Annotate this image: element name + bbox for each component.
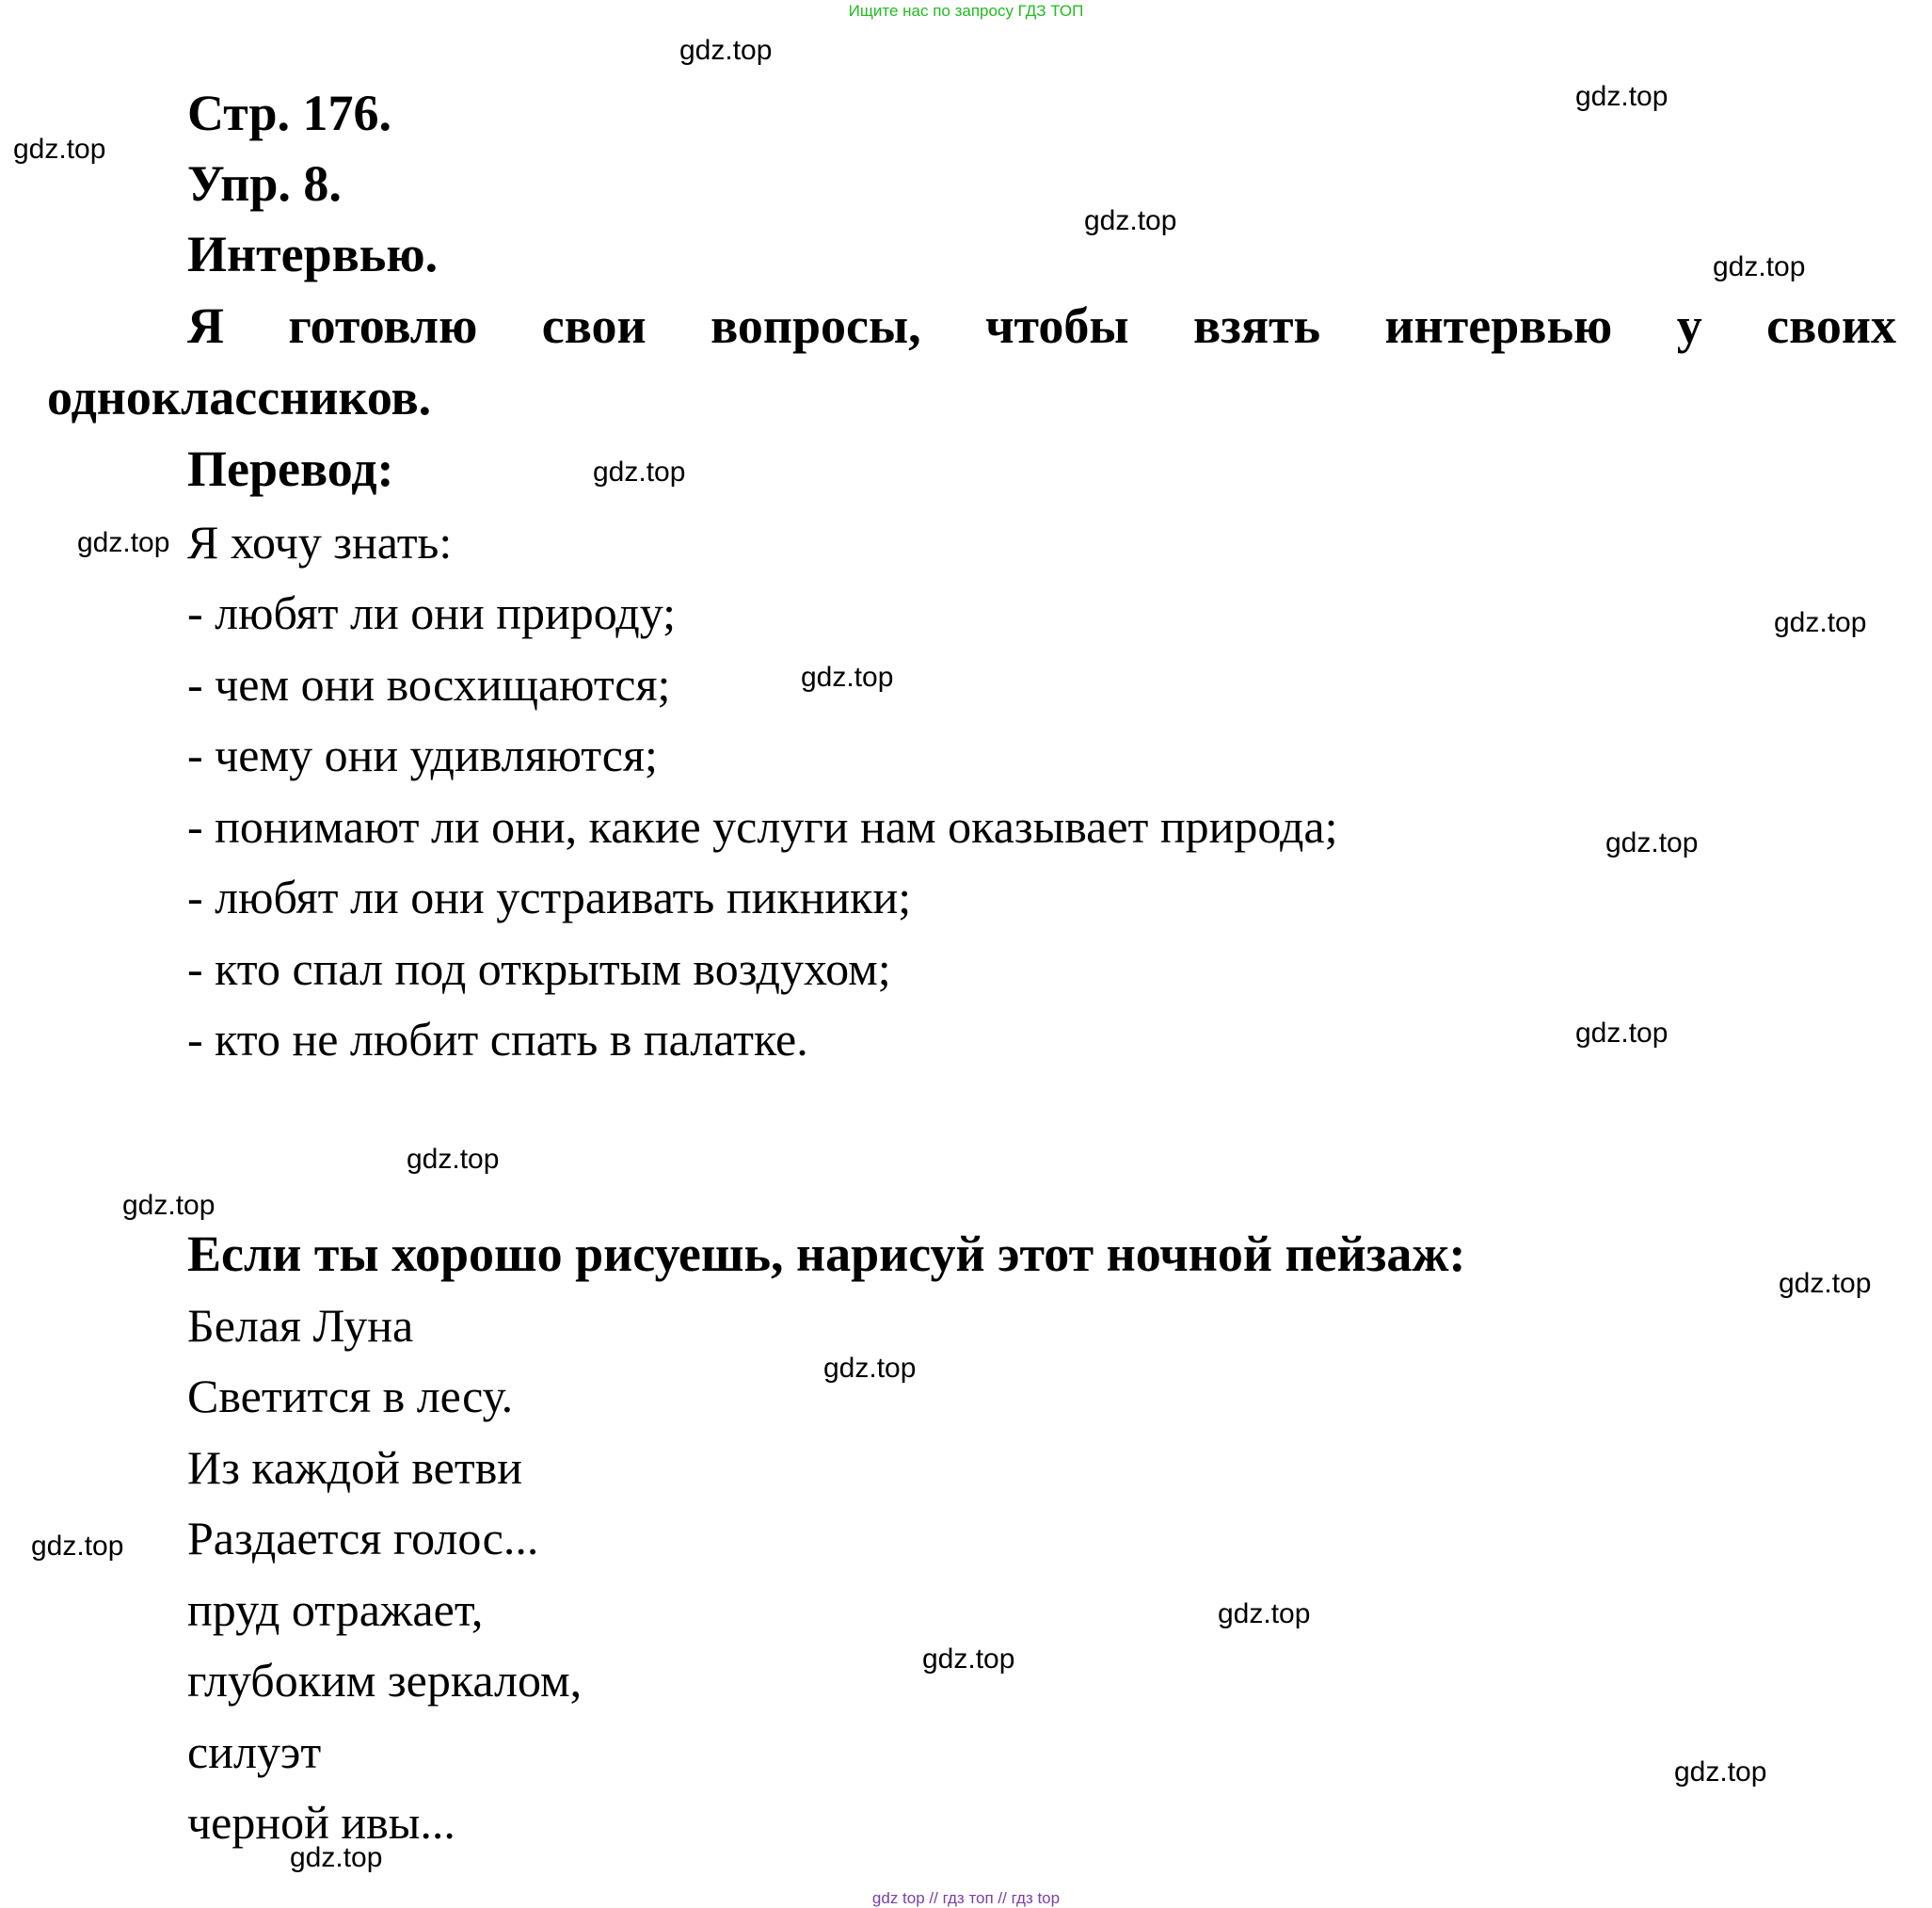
watermark: gdz.top: [922, 1643, 1015, 1675]
watermark: gdz.top: [1605, 827, 1699, 858]
watermark: gdz.top: [1575, 81, 1669, 112]
bottom-banner: gdz top // гдз топ // гдз top: [871, 1889, 1061, 1907]
poem-title: Если ты хорошо рисуешь, нарисуй этот ночной пейзаж:: [187, 1226, 1466, 1282]
watermark: gdz.top: [77, 527, 170, 558]
poem-line: Белая Луна: [187, 1299, 414, 1352]
question-item: - кто спал под открытым воздухом;: [187, 942, 891, 995]
exercise-number: Упр. 8.: [187, 155, 342, 212]
intro-line-2: одноклассников.: [47, 369, 432, 425]
watermark: gdz.top: [1084, 205, 1177, 236]
watermark: gdz.top: [1779, 1268, 1872, 1299]
watermark: gdz.top: [1713, 251, 1806, 282]
watermark: gdz.top: [1575, 1018, 1669, 1049]
watermark: gdz.top: [122, 1190, 216, 1221]
question-item: - чем они восхищаются;: [187, 658, 671, 711]
watermark: gdz.top: [290, 1842, 383, 1873]
question-item: - любят ли они устраивать пикники;: [187, 871, 912, 923]
translation-label: Перевод:: [187, 441, 394, 497]
watermark: gdz.top: [407, 1144, 500, 1175]
page-number: Стр. 176.: [187, 85, 392, 141]
watermark: gdz.top: [801, 662, 894, 693]
section-title: Интервью.: [187, 226, 439, 282]
watermark: gdz.top: [679, 35, 773, 66]
watermark: gdz.top: [593, 457, 686, 488]
watermark: gdz.top: [31, 1531, 124, 1562]
watermark: gdz.top: [823, 1353, 917, 1384]
top-banner: Ищите нас по запросу ГДЗ ТОП: [848, 2, 1084, 20]
poem-line: черной ивы...: [187, 1796, 455, 1849]
question-item: - кто не любит спать в палатке.: [187, 1013, 808, 1066]
poem-line: Раздается голос...: [187, 1512, 539, 1564]
watermark: gdz.top: [1774, 607, 1867, 638]
poem-line: Светится в лесу.: [187, 1370, 514, 1422]
watermark: gdz.top: [1218, 1598, 1311, 1629]
poem-line: силуэт: [187, 1725, 322, 1778]
question-intro: Я хочу знать:: [187, 516, 453, 569]
question-item: - любят ли они природу;: [187, 586, 676, 639]
poem-line: глубоким зеркалом,: [187, 1654, 583, 1707]
question-item: - чему они удивляются;: [187, 729, 658, 781]
watermark: gdz.top: [13, 134, 106, 165]
question-item: - понимают ли они, какие услуги нам оказывает природа;: [187, 800, 1338, 853]
intro-line-1: Я готовлю свои вопросы, чтобы взять интервью у своих: [187, 297, 1896, 354]
poem-line: пруд отражает,: [187, 1583, 484, 1636]
watermark: gdz.top: [1674, 1756, 1767, 1788]
poem-line: Из каждой ветви: [187, 1441, 523, 1494]
